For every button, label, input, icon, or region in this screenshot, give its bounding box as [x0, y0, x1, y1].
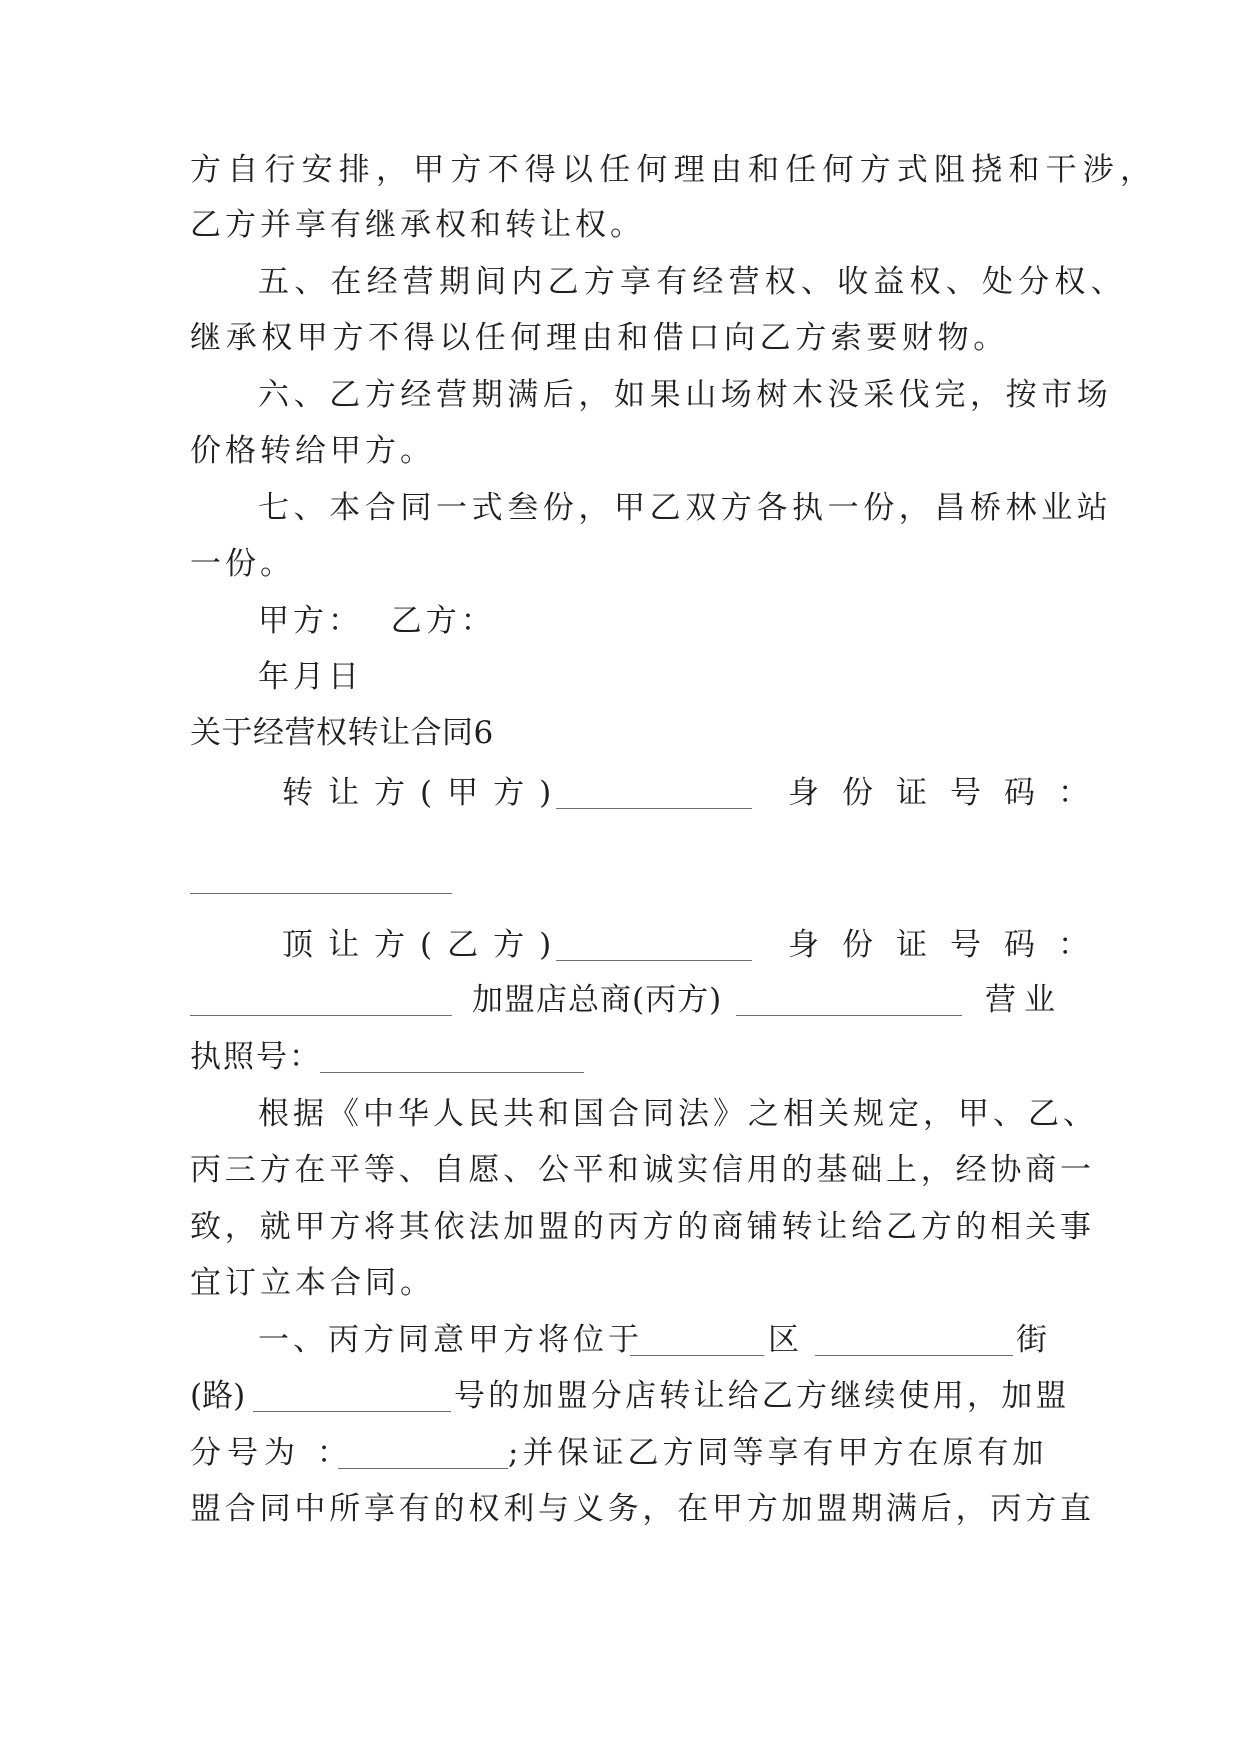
- transferee-id-label: 身份证号码：: [788, 927, 1112, 963]
- transferor-row: [0, 773, 1241, 813]
- text-line: 一份。: [190, 546, 295, 582]
- date-line: 年月日: [258, 659, 363, 695]
- text-line: 七、本合同一式叁份，甲乙双方各执一份，昌桥林业站: [258, 490, 1113, 526]
- text-line: 乙方并享有继承权和转让权。: [190, 207, 645, 243]
- license-label-b: 执照号：: [190, 1039, 322, 1075]
- transferor-id-label: 身份证号码：: [788, 775, 1112, 811]
- clause-1-row-2: [0, 1376, 1241, 1416]
- street-blank: [815, 1355, 1013, 1356]
- clause-1-row-1: [0, 1320, 1241, 1360]
- franchisor-label: 加盟店总商(丙方): [472, 982, 723, 1018]
- clause-1-text-g: ;并保证乙方同等享有甲方在原有加: [508, 1435, 1048, 1471]
- license-number-blank: [320, 1072, 584, 1073]
- transferee-label: 顶让方(乙方): [282, 927, 567, 963]
- clause-1-text-c: 街: [1016, 1322, 1050, 1358]
- clause-1-text-a: 一、丙方同意甲方将位于: [258, 1322, 643, 1358]
- transferee-id-blank: [190, 1015, 452, 1016]
- text-line: 根据《中华人民共和国合同法》之相关规定，甲、乙、: [258, 1096, 1098, 1132]
- text-line: 继承权甲方不得以任何理由和借口向乙方索要财物。: [190, 320, 1009, 356]
- transferor-id-blank: [190, 893, 452, 894]
- transferee-row: [0, 925, 1241, 965]
- clause-1-text-f: 分号为 ：: [190, 1435, 354, 1471]
- clause-1-text-d: (路): [190, 1378, 246, 1414]
- clause-1-text-b: 区: [768, 1322, 802, 1358]
- district-blank: [630, 1355, 764, 1356]
- text-line: 致，就甲方将其依法加盟的丙方的商铺转让给乙方的相关事: [190, 1209, 1095, 1245]
- text-line: 价格转给甲方。: [190, 433, 435, 469]
- license-label-a: 营业: [985, 982, 1063, 1018]
- branch-number-blank: [338, 1468, 508, 1469]
- transferor-label: 转让方(甲方): [282, 775, 567, 811]
- text-line: 六、乙方经营期满后，如果山场树木没采伐完，按市场: [258, 377, 1113, 413]
- text-line: 宜订立本合同。: [190, 1265, 435, 1301]
- transferor-name-blank: [556, 808, 752, 809]
- signature-parties: 甲方： 乙方：: [258, 603, 496, 639]
- clause-1-row-3: [0, 1433, 1241, 1473]
- text-line: 盟合同中所享有的权利与义务，在甲方加盟期满后，丙方直: [190, 1491, 1095, 1527]
- text-line: 五、在经营期间内乙方享有经营权、收益权、处分权、: [258, 264, 1127, 300]
- clause-1-text-e: 号的加盟分店转让给乙方继续使用，加盟: [454, 1378, 1070, 1414]
- franchisor-row: [0, 980, 1241, 1020]
- text-line: 丙三方在平等、自愿、公平和诚实信用的基础上，经协商一: [190, 1152, 1095, 1188]
- franchisor-name-blank: [736, 1015, 962, 1016]
- transferee-name-blank: [556, 960, 752, 961]
- road-number-blank: [253, 1411, 451, 1412]
- contract-title: 关于经营权转让合同6: [190, 715, 494, 751]
- license-row: [0, 1037, 1241, 1077]
- text-line: 方自行安排，甲方不得以任何理由和任何方式阻挠和干涉，: [190, 152, 1158, 188]
